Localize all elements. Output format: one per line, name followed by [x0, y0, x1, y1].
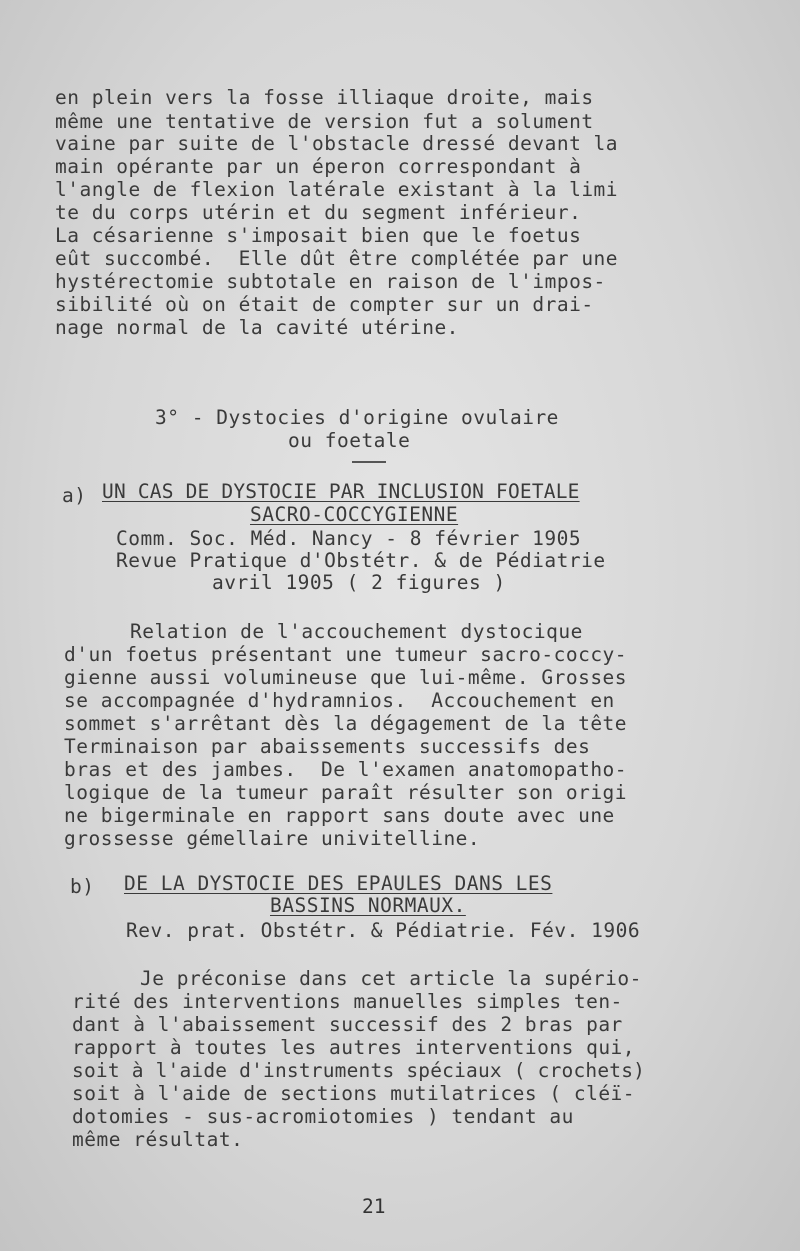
article-b-title-continued: BASSINS NORMAUX.	[270, 894, 466, 917]
text-line: d'un foetus présentant une tumeur sacro-coccy-	[64, 643, 628, 666]
text-line: bras et des jambes. De l'examen anatomopatho-	[64, 758, 628, 781]
text-line: se accompagnée d'hydramnios. Accouchement en	[64, 689, 615, 712]
text-line: Je préconise dans cet article la supério-	[140, 967, 642, 990]
section-heading-continued: ou foetale	[288, 429, 411, 452]
text-line: rité des interventions manuelles simples ten-	[72, 990, 623, 1013]
section-heading: 3° - Dystocies d'origine ovulaire	[155, 406, 559, 429]
text-line: rapport à toutes les autres interventions qui,	[72, 1036, 636, 1059]
text-line: vaine par suite de l'obstacle dressé devant la	[55, 132, 619, 155]
text-line: te du corps utérin et du segment inférieur.	[55, 201, 582, 224]
page-number: 21	[362, 1195, 386, 1218]
text-line: même résultat.	[72, 1128, 244, 1151]
article-a-reference: Comm. Soc. Méd. Nancy - 8 février 1905	[116, 527, 582, 550]
text-line: Relation de l'accouchement dystocique	[130, 620, 583, 643]
text-line: main opérante par un éperon correspondant à	[55, 155, 582, 178]
text-line: dotomies - sus-acromiotomies ) tendant au	[72, 1105, 574, 1128]
text-line: l'angle de flexion latérale existant à la limi	[55, 178, 619, 201]
text-line: soit à l'aide d'instruments spéciaux ( crochets)	[72, 1059, 646, 1082]
text-line: sommet s'arrêtant dès la dégagement de la tête	[64, 712, 628, 735]
article-b-reference: Rev. prat. Obstétr. & Pédiatrie. Fév. 1906	[126, 919, 641, 942]
article-b-marker: b)	[70, 875, 95, 898]
text-line: grossesse gémellaire univitelline.	[64, 827, 481, 850]
text-line: gienne aussi volumineuse que lui-même. Grosses	[64, 666, 628, 689]
article-b-title: DE LA DYSTOCIE DES EPAULES DANS LES	[124, 872, 553, 895]
article-a-title: UN CAS DE DYSTOCIE PAR INCLUSION FOETALE	[102, 480, 580, 503]
article-a-reference: Revue Pratique d'Obstétr. & de Pédiatrie	[116, 549, 606, 572]
text-line: même une tentative de version fut a solument	[55, 110, 594, 133]
separator-dash	[352, 461, 386, 463]
article-a-reference: avril 1905 ( 2 figures )	[212, 571, 506, 594]
article-a-marker: a)	[62, 484, 87, 507]
text-line: soit à l'aide de sections mutilatrices ( cléï-	[72, 1082, 636, 1105]
text-line: sibilité où on était de compter sur un drai-	[55, 293, 594, 316]
article-a-title-continued: SACRO-COCCYGIENNE	[250, 503, 459, 526]
text-line: nage normal de la cavité utérine.	[55, 316, 459, 339]
text-line: Terminaison par abaissements successifs des	[64, 735, 591, 758]
text-line: hystérectomie subtotale en raison de l'impos-	[55, 270, 606, 293]
text-line: dant à l'abaissement successif des 2 bras par	[72, 1013, 623, 1036]
text-line: en plein vers la fosse illiaque droite, mais	[55, 86, 594, 109]
text-line: eût succombé. Elle dût être complétée par une	[55, 247, 619, 270]
text-line: La césarienne s'imposait bien que le foetus	[55, 224, 582, 247]
text-line: ne bigerminale en rapport sans doute avec une	[64, 804, 615, 827]
text-line: logique de la tumeur paraît résulter son origi	[64, 781, 628, 804]
